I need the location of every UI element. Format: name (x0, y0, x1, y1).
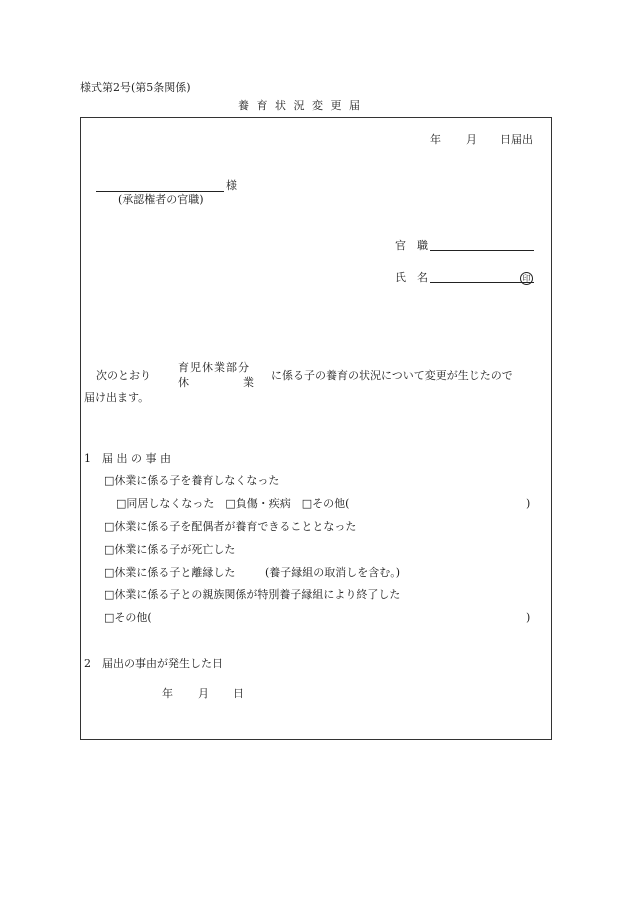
reason-child-died: □休業に係る子が死亡した (104, 543, 236, 556)
occurrence-year: 年 (162, 687, 173, 700)
statement-prefix: 次のとおり (96, 369, 151, 382)
date-year: 年 (430, 133, 441, 146)
statement-line-2: 届け出ます。 (84, 391, 150, 404)
addressee-line (96, 191, 224, 192)
form-title: 養 育 状 況 変 更 届 (238, 99, 362, 112)
occurrence-day: 日 (233, 687, 244, 700)
reason-no-longer-raising: □休業に係る子を養育しなくなった (104, 474, 280, 487)
section-1-heading: 1 届 出 の 事 由 (84, 452, 171, 465)
reason-dissolved-adoption: □休業に係る子と離縁した (104, 566, 236, 579)
sub-options-close-paren: ) (526, 497, 531, 510)
position-label: 官 職 (395, 239, 428, 252)
section-2-heading: 2 届出の事由が発生した日 (84, 657, 223, 670)
form-box (80, 117, 552, 740)
name-label: 氏 名 (395, 271, 428, 284)
reason-special-adoption: □休業に係る子との親族関係が特別養子縁組により終了した (104, 588, 401, 601)
statement-option-1: 育児休業部分 (178, 361, 250, 374)
statement-option-2-left: 休 (178, 376, 189, 389)
position-line (430, 250, 534, 251)
statement-suffix: に係る子の養育の状況について変更が生じたので (271, 369, 513, 382)
occurrence-month: 月 (198, 687, 209, 700)
addressee-note: (承認権者の官職) (118, 193, 204, 206)
date-month: 月 (466, 133, 477, 146)
reason-spouse-can-raise: □休業に係る子を配偶者が養育できることとなった (104, 520, 357, 533)
addressee-sama: 様 (226, 179, 237, 192)
reason-sub-options: □同居しなくなった □負傷・疾病 □その他( (116, 497, 350, 510)
seal-mark: 印 (520, 268, 533, 285)
date-submitted: 日届出 (500, 133, 533, 146)
name-line (430, 282, 534, 283)
form-number: 様式第2号(第5条関係) (80, 81, 191, 94)
reason-other: □その他( (104, 611, 152, 624)
other-close-paren: ) (526, 611, 531, 624)
statement-option-2-right: 業 (243, 376, 254, 389)
adoption-note: (養子縁組の取消しを含む。) (265, 566, 401, 579)
